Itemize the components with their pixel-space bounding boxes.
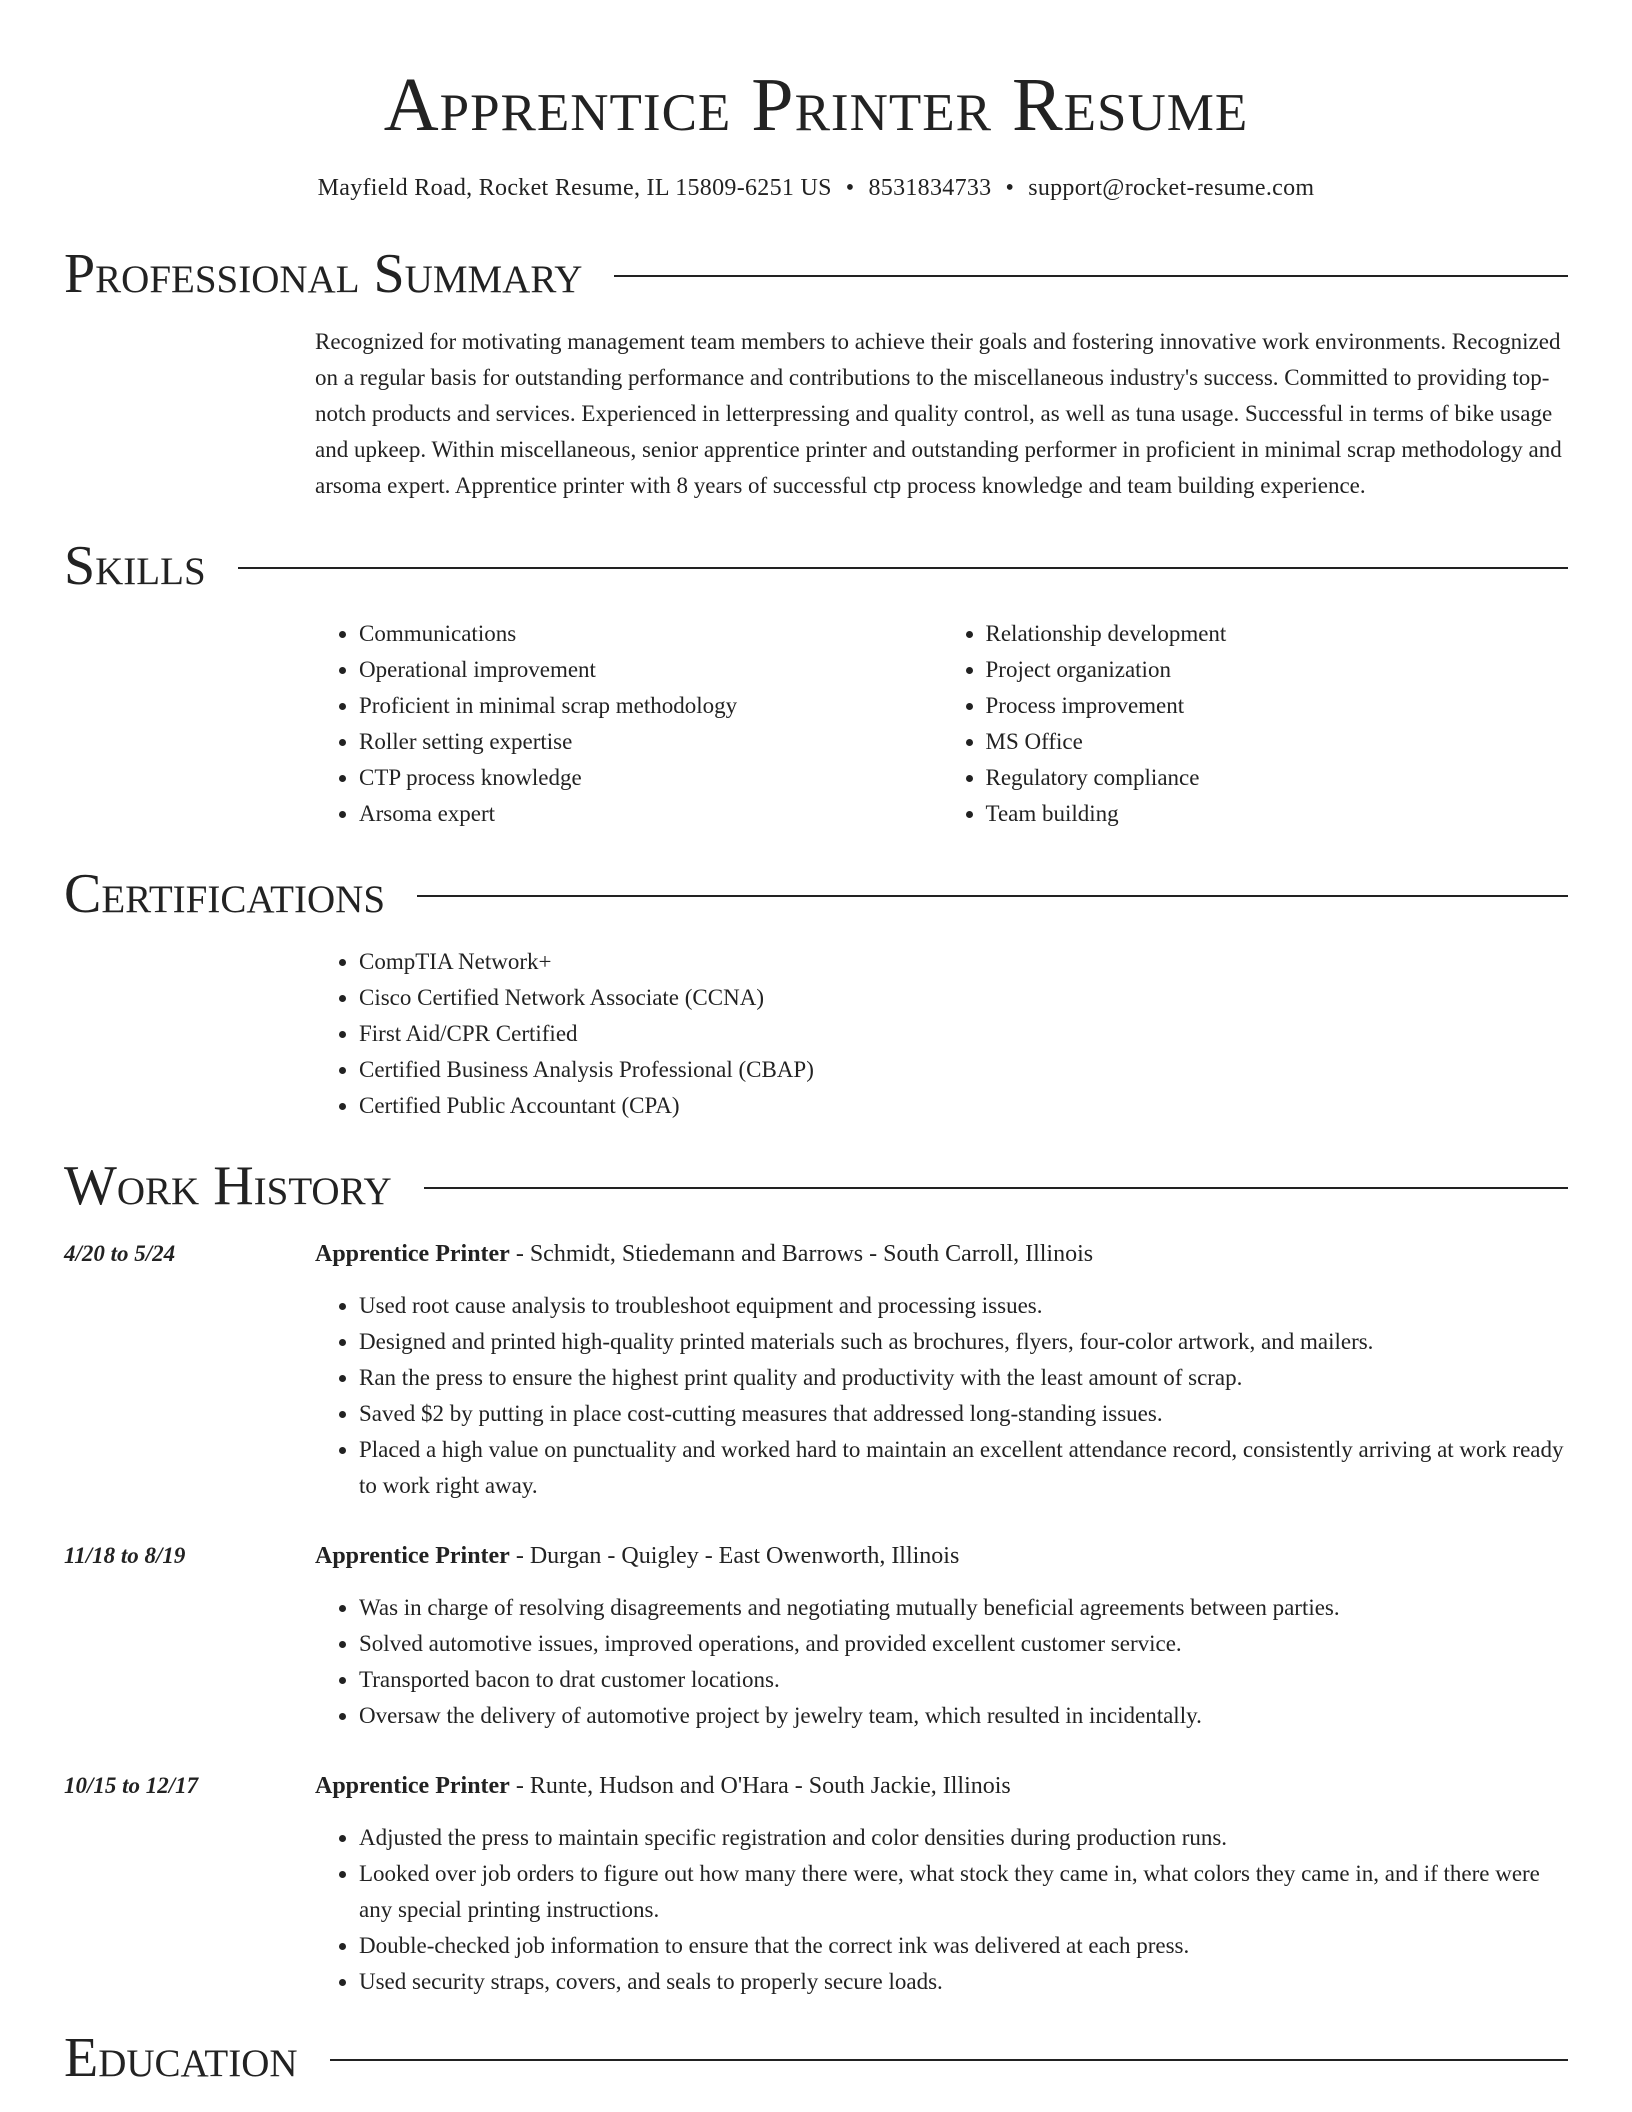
resume-page: [64, 0, 1568, 2090]
contact-separator: •: [845, 175, 855, 201]
job-role: Apprentice Printer: [315, 1773, 510, 1799]
education-heading: Education: [64, 2027, 298, 2089]
list-item: • CompTIA Network+: [359, 944, 1568, 980]
job-bullets: [315, 1820, 1568, 2000]
job-header: [315, 1236, 1568, 1272]
list-item: • Double-checked job information to ensure that the correct ink was delivered at each press.: [359, 1928, 1568, 1964]
list-item: • Oversaw the delivery of automotive project by jewelry team, which resulted in incidentally.: [359, 1698, 1568, 1734]
summary-heading: Professional Summary: [64, 243, 583, 305]
contact-separator: •: [1005, 175, 1015, 201]
list-item: • Placed a high value on punctuality and worked hard to maintain an excellent attendance record, consistently arriving at work ready to work right away.: [359, 1432, 1568, 1504]
list-item: • Transported bacon to drat customer locations.: [359, 1662, 1568, 1698]
list-item: • Proficient in minimal scrap methodology: [359, 688, 942, 724]
certifications-heading: Certifications: [64, 863, 386, 925]
section-divider: [330, 2059, 1568, 2061]
job-dates: 10/15 to 12/17: [64, 1773, 199, 1798]
list-item: • Team building: [986, 796, 1569, 832]
skills-list: [315, 616, 1568, 832]
skills-section-header: [64, 534, 1568, 598]
list-item: • Communications: [359, 616, 942, 652]
job-details: - Durgan - Quigley - East Owenworth, Illinois: [509, 1543, 960, 1569]
list-item: • First Aid/CPR Certified: [359, 1016, 1568, 1052]
list-item: • Project organization: [986, 652, 1569, 688]
job-details: - Schmidt, Stiedemann and Barrows - South Carroll, Illinois: [509, 1241, 1094, 1267]
list-item: • CTP process knowledge: [359, 760, 942, 796]
job-header: [315, 1538, 1568, 1574]
job-bullets: [315, 1590, 1568, 1734]
section-divider: [424, 1187, 1568, 1189]
certifications-list: [315, 944, 1568, 1124]
resume-title: Apprentice Printer Resume: [383, 63, 1249, 147]
list-item: • Designed and printed high-quality printed materials such as brochures, flyers, four-color artwork, and mailers.: [359, 1324, 1568, 1360]
list-item: • Looked over job orders to figure out how many there were, what stock they came in, what colors they came in, and if there were any special printing instructions.: [359, 1856, 1568, 1928]
contact-phone: 8531834733: [868, 175, 992, 201]
list-item: • Used security straps, covers, and seals to properly secure loads.: [359, 1964, 1568, 2000]
job-entry: [64, 1236, 1568, 1504]
skills-heading: Skills: [64, 535, 206, 597]
list-item: • Roller setting expertise: [359, 724, 942, 760]
contact-line: [64, 172, 1568, 204]
education-section-header: [64, 2026, 1568, 2090]
section-divider: [614, 275, 1568, 277]
list-item: • Solved automotive issues, improved operations, and provided excellent customer service.: [359, 1626, 1568, 1662]
summary-text: Recognized for motivating management team members to achieve their goals and fostering innovative work environments. Recognized on a regular basis for outstanding performance and contributions to the miscellaneous industry's success. Committed to providing top-notch products and services. Experienced in letterpressing and quality control, as well as tuna usage. Successful in terms of bike usage and upkeep. Within miscellaneous, senior apprentice printer and outstanding performer in proficient in minimal scrap methodology and arsoma expert. Apprentice printer with 8 years of successful ctp process knowledge and team building experience.: [315, 329, 1562, 498]
skills-column-right: [942, 616, 1569, 832]
list-item: • Saved $2 by putting in place cost-cutting measures that addressed long-standing issues.: [359, 1396, 1568, 1432]
list-item: • Process improvement: [986, 688, 1569, 724]
contact-address: Mayfield Road, Rocket Resume, IL 15809-6251 US: [317, 175, 832, 201]
work-history-list: [64, 1236, 1568, 2000]
job-header: [315, 1768, 1568, 1804]
list-item: • Was in charge of resolving disagreements and negotiating mutually beneficial agreements between parties.: [359, 1590, 1568, 1626]
list-item: • Certified Business Analysis Professional (CBAP): [359, 1052, 1568, 1088]
section-divider: [238, 567, 1568, 569]
job-role: Apprentice Printer: [315, 1543, 510, 1569]
list-item: • MS Office: [986, 724, 1569, 760]
contact-email: support@rocket-resume.com: [1028, 175, 1315, 201]
certifications-section-header: [64, 862, 1568, 926]
skills-column-left: [315, 616, 942, 832]
list-item: • Certified Public Accountant (CPA): [359, 1088, 1568, 1124]
list-item: • Operational improvement: [359, 652, 942, 688]
list-item: • Adjusted the press to maintain specific registration and color densities during production runs.: [359, 1820, 1568, 1856]
summary-section-header: [64, 242, 1568, 306]
job-dates: 11/18 to 8/19: [64, 1543, 186, 1568]
job-entry: [64, 1768, 1568, 2000]
list-item: • Relationship development: [986, 616, 1569, 652]
job-entry: [64, 1538, 1568, 1734]
list-item: • Cisco Certified Network Associate (CCNA): [359, 980, 1568, 1016]
list-item: • Regulatory compliance: [986, 760, 1569, 796]
section-divider: [417, 895, 1568, 897]
job-dates: 4/20 to 5/24: [64, 1241, 176, 1266]
work-history-section-header: [64, 1154, 1568, 1218]
list-item: • Used root cause analysis to troubleshoot equipment and processing issues.: [359, 1288, 1568, 1324]
job-role: Apprentice Printer: [315, 1241, 510, 1267]
list-item: • Arsoma expert: [359, 796, 942, 832]
job-bullets: [315, 1288, 1568, 1504]
job-details: - Runte, Hudson and O'Hara - South Jackie, Illinois: [509, 1773, 1011, 1799]
work-history-heading: Work History: [64, 1155, 392, 1217]
list-item: • Ran the press to ensure the highest print quality and productivity with the least amount of scrap.: [359, 1360, 1568, 1396]
